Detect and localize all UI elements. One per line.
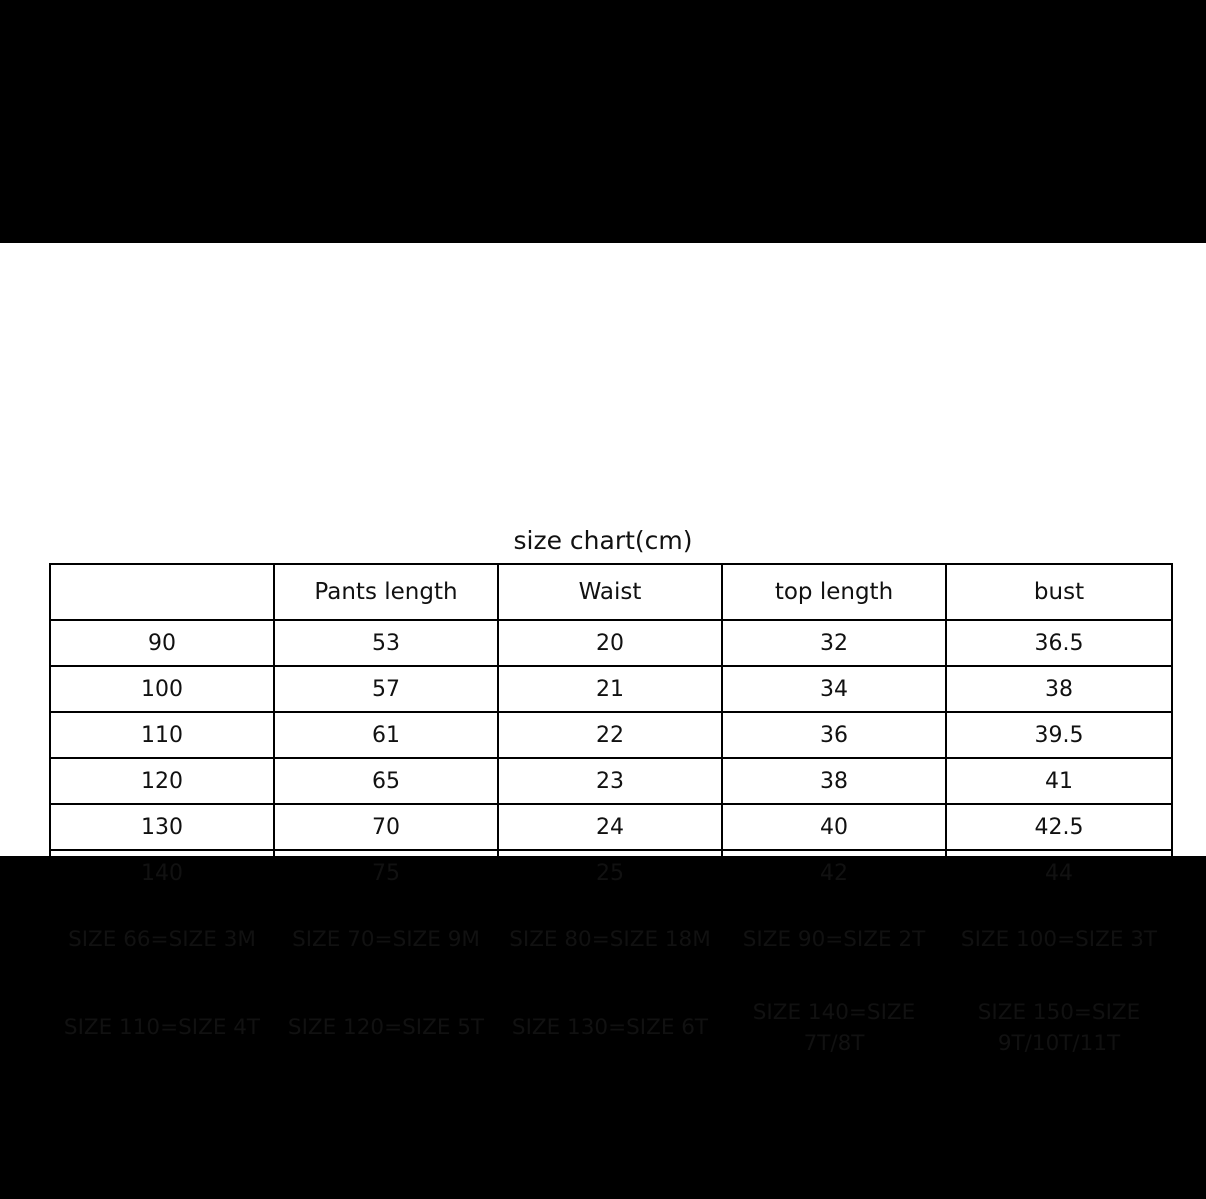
size-conversion-cell: SIZE 100=SIZE 3T [946,896,1172,984]
cell-top-length: 40 [722,804,946,850]
table-row [50,666,1172,712]
table-body [50,620,1172,1072]
table-row-size-conversion [50,984,1172,1072]
cell-pants-length: 57 [274,666,498,712]
cell-size: 110 [50,712,274,758]
cell-bust: 36.5 [946,620,1172,666]
size-conversion-cell: SIZE 110=SIZE 4T [50,984,274,1072]
cell-size: 120 [50,758,274,804]
table-row [50,712,1172,758]
size-conversion-cell: SIZE 140=SIZE 7T/8T [722,984,946,1072]
cell-bust: 44 [946,850,1172,896]
cell-bust: 39.5 [946,712,1172,758]
size-chart-table [49,563,1173,1073]
table-row [50,804,1172,850]
cell-size: 140 [50,850,274,896]
table-row [50,758,1172,804]
cell-waist: 22 [498,712,722,758]
cell-pants-length: 65 [274,758,498,804]
cell-pants-length: 75 [274,850,498,896]
cell-waist: 20 [498,620,722,666]
size-conversion-cell: SIZE 130=SIZE 6T [498,984,722,1072]
cell-size: 90 [50,620,274,666]
chart-title: size chart(cm) [513,526,693,555]
cell-pants-length: 53 [274,620,498,666]
cell-top-length: 34 [722,666,946,712]
size-conversion-cell: SIZE 120=SIZE 5T [274,984,498,1072]
size-conversion-cell: SIZE 90=SIZE 2T [722,896,946,984]
cell-top-length: 42 [722,850,946,896]
cell-pants-length: 70 [274,804,498,850]
column-header-pants-length: Pants length [274,564,498,620]
column-header-size [50,564,274,620]
table-row [50,850,1172,896]
cell-top-length: 38 [722,758,946,804]
cell-top-length: 36 [722,712,946,758]
table-row [50,620,1172,666]
cell-pants-length: 61 [274,712,498,758]
table-row-size-conversion [50,896,1172,984]
size-conversion-cell: SIZE 150=SIZE 9T/10T/11T [946,984,1172,1072]
size-conversion-cell: SIZE 66=SIZE 3M [50,896,274,984]
column-header-waist: Waist [498,564,722,620]
cell-bust: 38 [946,666,1172,712]
table-header [50,564,1172,620]
column-header-top-length: top length [722,564,946,620]
size-conversion-cell: SIZE 80=SIZE 18M [498,896,722,984]
size-conversion-cell: SIZE 70=SIZE 9M [274,896,498,984]
cell-bust: 42.5 [946,804,1172,850]
cell-bust: 41 [946,758,1172,804]
cell-top-length: 32 [722,620,946,666]
cell-waist: 23 [498,758,722,804]
column-header-bust: bust [946,564,1172,620]
cell-waist: 21 [498,666,722,712]
cell-size: 130 [50,804,274,850]
cell-waist: 25 [498,850,722,896]
size-chart-panel [0,243,1206,1056]
cell-waist: 24 [498,804,722,850]
table-header-row [50,564,1172,620]
cell-size: 100 [50,666,274,712]
